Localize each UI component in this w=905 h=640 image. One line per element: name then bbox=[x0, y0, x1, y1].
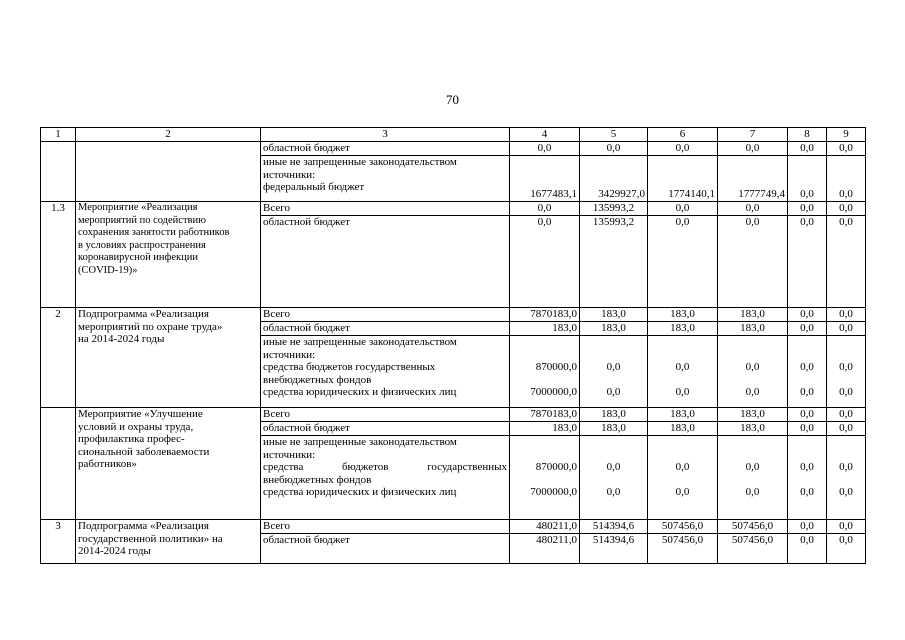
value-cell: 0,0 bbox=[788, 308, 827, 322]
value-cell: 0,0 bbox=[800, 461, 814, 474]
source-cell bbox=[261, 336, 510, 408]
value-cell: 0,0 bbox=[580, 142, 648, 156]
source-cell: Всего bbox=[261, 308, 510, 322]
value-cell: 183,0 bbox=[648, 308, 718, 322]
value-cell: 0,0 bbox=[718, 142, 788, 156]
value-cell: 0,0 bbox=[675, 361, 690, 374]
name-line: работников» bbox=[78, 458, 137, 471]
value-cell: 0,0 bbox=[606, 486, 621, 499]
page-number: 70 bbox=[446, 92, 459, 107]
value-cell: 0,0 bbox=[839, 461, 853, 474]
value-cell: 0,0 bbox=[827, 408, 866, 422]
source-text: источники: bbox=[263, 448, 316, 461]
source-word: бюджетов bbox=[341, 461, 389, 474]
value-cell: 0,0 bbox=[510, 216, 580, 308]
value-cell: 183,0 bbox=[580, 422, 648, 436]
value-cell: 0,0 bbox=[648, 142, 718, 156]
source-text: иные не запрещенные законодательством bbox=[263, 336, 457, 348]
value-cell: 7870183,0 bbox=[510, 408, 580, 422]
name-line: мероприятий по охране труда» bbox=[78, 320, 223, 333]
table-row bbox=[41, 408, 866, 422]
value-cell: 183,0 bbox=[510, 422, 580, 436]
row-number-cell: 3 bbox=[41, 520, 76, 564]
source-cell: областной бюджет bbox=[261, 422, 510, 436]
value-cell: 0,0 bbox=[718, 202, 788, 216]
value-cell: 514394,6 bbox=[580, 534, 648, 564]
value-stack bbox=[788, 336, 827, 408]
name-line: Мероприятие «Улучшение bbox=[78, 408, 203, 420]
value-cell: 0,0 bbox=[675, 486, 690, 499]
value-cell: 0,0 bbox=[827, 322, 866, 336]
value-cell: 183,0 bbox=[648, 322, 718, 336]
name-line: условий и охраны труда, bbox=[78, 420, 194, 433]
value-cell: 0,0 bbox=[745, 486, 760, 499]
value-cell: 0,0 bbox=[827, 534, 866, 564]
value-cell: 0,0 bbox=[788, 216, 827, 308]
value-cell: 0,0 bbox=[827, 156, 866, 202]
value-cell: 0,0 bbox=[745, 361, 760, 374]
value-cell: 480211,0 bbox=[510, 534, 580, 564]
source-word: государственных bbox=[427, 461, 507, 474]
row-name-cell bbox=[76, 408, 261, 520]
value-cell: 507456,0 bbox=[718, 520, 788, 534]
row-name-cell bbox=[76, 142, 261, 202]
table-row bbox=[41, 520, 866, 534]
value-cell: 0,0 bbox=[788, 142, 827, 156]
value-cell: 0,0 bbox=[827, 202, 866, 216]
value-cell: 135993,2 bbox=[580, 216, 648, 308]
source-cell bbox=[261, 156, 510, 202]
value-cell: 0,0 bbox=[800, 361, 814, 374]
value-cell: 183,0 bbox=[718, 408, 788, 422]
row-number-cell bbox=[41, 408, 76, 520]
value-cell: 0,0 bbox=[788, 408, 827, 422]
source-text: источники: bbox=[263, 168, 316, 181]
value-cell: 183,0 bbox=[580, 322, 648, 336]
row-number-cell bbox=[41, 142, 76, 202]
name-line: коронавирусной инфекции bbox=[78, 252, 198, 264]
value-cell: 135993,2 bbox=[580, 202, 648, 216]
source-text: иные не запрещенные законодательством bbox=[263, 156, 457, 168]
source-cell: Всего bbox=[261, 520, 510, 534]
table-row bbox=[41, 202, 866, 216]
value-cell: 183,0 bbox=[648, 422, 718, 436]
value-cell: 1677483,1 bbox=[510, 156, 580, 202]
name-line: на 2014-2024 годы bbox=[78, 333, 165, 346]
row-number-cell: 2 bbox=[41, 308, 76, 408]
value-cell: 0,0 bbox=[788, 520, 827, 534]
value-cell: 0,0 bbox=[606, 361, 621, 374]
value-cell: 0,0 bbox=[510, 142, 580, 156]
header-cell: 7 bbox=[718, 128, 788, 142]
value-stack bbox=[580, 436, 648, 520]
value-stack bbox=[580, 336, 648, 408]
header-cell: 3 bbox=[261, 128, 510, 142]
table-row bbox=[41, 308, 866, 322]
value-cell: 183,0 bbox=[648, 408, 718, 422]
source-text: федеральный бюджет bbox=[263, 181, 365, 194]
header-cell: 4 bbox=[510, 128, 580, 142]
value-cell: 0,0 bbox=[718, 216, 788, 308]
source-cell: областной бюджет bbox=[261, 534, 510, 564]
name-line: 2014-2024 годы bbox=[78, 545, 151, 558]
source-text: средства юридических и физических лиц bbox=[263, 386, 457, 399]
value-cell: 183,0 bbox=[510, 322, 580, 336]
value-stack bbox=[510, 436, 580, 520]
value-cell: 514394,6 bbox=[580, 520, 648, 534]
name-line: Подпрограмма «Реализация bbox=[78, 308, 209, 320]
value-cell: 183,0 bbox=[580, 408, 648, 422]
value-cell: 0,0 bbox=[800, 486, 814, 499]
source-cell bbox=[261, 436, 510, 520]
row-name-cell bbox=[76, 520, 261, 564]
name-line: государственной политики» на bbox=[78, 532, 223, 545]
value-cell: 0,0 bbox=[839, 361, 853, 374]
value-cell: 0,0 bbox=[510, 202, 580, 216]
source-word: средства bbox=[263, 461, 304, 474]
value-cell: 0,0 bbox=[675, 461, 690, 474]
table-row bbox=[41, 142, 866, 156]
value-stack bbox=[718, 336, 788, 408]
value-cell: 0,0 bbox=[800, 386, 814, 399]
value-cell: 0,0 bbox=[648, 202, 718, 216]
source-text: источники: bbox=[263, 348, 316, 361]
value-cell: 507456,0 bbox=[648, 534, 718, 564]
source-text: средства бюджетов государственных bbox=[263, 361, 436, 374]
value-cell: 870000,0 bbox=[535, 361, 577, 374]
header-cell: 2 bbox=[76, 128, 261, 142]
row-number-cell: 1.3 bbox=[41, 202, 76, 308]
source-cell: областной бюджет bbox=[261, 142, 510, 156]
source-cell: областной бюджет bbox=[261, 216, 510, 308]
value-cell: 0,0 bbox=[675, 386, 690, 399]
header-cell: 1 bbox=[41, 128, 76, 142]
value-cell: 0,0 bbox=[827, 422, 866, 436]
source-cell: Всего bbox=[261, 408, 510, 422]
source-cell: Всего bbox=[261, 202, 510, 216]
value-cell: 0,0 bbox=[788, 534, 827, 564]
value-cell: 0,0 bbox=[788, 422, 827, 436]
value-cell: 507456,0 bbox=[718, 534, 788, 564]
value-stack bbox=[827, 336, 866, 408]
source-text: средства юридических и физических лиц bbox=[263, 486, 457, 499]
value-cell: 0,0 bbox=[827, 216, 866, 308]
name-line: сиональной заболеваемости bbox=[78, 445, 210, 458]
value-stack bbox=[788, 436, 827, 520]
header-cell: 5 bbox=[580, 128, 648, 142]
value-cell: 870000,0 bbox=[535, 461, 577, 474]
value-cell: 0,0 bbox=[745, 461, 760, 474]
budget-table bbox=[40, 127, 866, 564]
header-cell: 8 bbox=[788, 128, 827, 142]
value-cell: 1777749,4 bbox=[718, 156, 788, 202]
source-text: иные не запрещенные законодательством bbox=[263, 436, 457, 448]
value-stack bbox=[718, 436, 788, 520]
value-cell: 507456,0 bbox=[648, 520, 718, 534]
value-cell: 0,0 bbox=[827, 520, 866, 534]
value-cell: 0,0 bbox=[788, 322, 827, 336]
source-cell: областной бюджет bbox=[261, 322, 510, 336]
source-text: внебюджетных фондов bbox=[263, 473, 372, 486]
value-stack bbox=[827, 436, 866, 520]
row-name-cell bbox=[76, 308, 261, 408]
name-line: Подпрограмма «Реализация bbox=[78, 520, 209, 532]
value-cell: 0,0 bbox=[606, 386, 621, 399]
name-line: мероприятий по содействию bbox=[78, 214, 206, 226]
value-cell: 1774140,1 bbox=[648, 156, 718, 202]
value-cell: 0,0 bbox=[827, 142, 866, 156]
value-cell: 0,0 bbox=[788, 156, 827, 202]
value-stack bbox=[648, 336, 718, 408]
value-cell: 0,0 bbox=[745, 386, 760, 399]
row-name-cell bbox=[76, 202, 261, 308]
value-cell: 7870183,0 bbox=[510, 308, 580, 322]
name-line: Мероприятие «Реализация bbox=[78, 202, 198, 213]
value-cell: 183,0 bbox=[580, 308, 648, 322]
name-line: профилактика профес- bbox=[78, 433, 185, 446]
header-cell: 6 bbox=[648, 128, 718, 142]
value-stack bbox=[510, 336, 580, 408]
header-cell: 9 bbox=[827, 128, 866, 142]
name-line: сохранения занятости работников bbox=[78, 227, 230, 239]
value-cell: 183,0 bbox=[718, 308, 788, 322]
source-text: внебюджетных фондов bbox=[263, 373, 372, 386]
value-cell: 0,0 bbox=[648, 216, 718, 308]
value-cell: 480211,0 bbox=[510, 520, 580, 534]
value-cell: 0,0 bbox=[788, 202, 827, 216]
value-cell: 183,0 bbox=[718, 422, 788, 436]
name-line: (COVID-19)» bbox=[78, 264, 138, 276]
value-cell: 0,0 bbox=[839, 486, 853, 499]
value-cell: 0,0 bbox=[827, 308, 866, 322]
header-row bbox=[41, 128, 866, 142]
value-stack bbox=[648, 436, 718, 520]
value-cell: 7000000,0 bbox=[530, 386, 577, 399]
value-cell: 0,0 bbox=[839, 386, 853, 399]
value-cell: 3429927,0 bbox=[580, 156, 648, 202]
value-cell: 7000000,0 bbox=[530, 486, 577, 499]
source-text-justified bbox=[263, 461, 507, 474]
name-line: в условиях распространения bbox=[78, 239, 206, 251]
value-cell: 183,0 bbox=[718, 322, 788, 336]
value-cell: 0,0 bbox=[606, 461, 621, 474]
